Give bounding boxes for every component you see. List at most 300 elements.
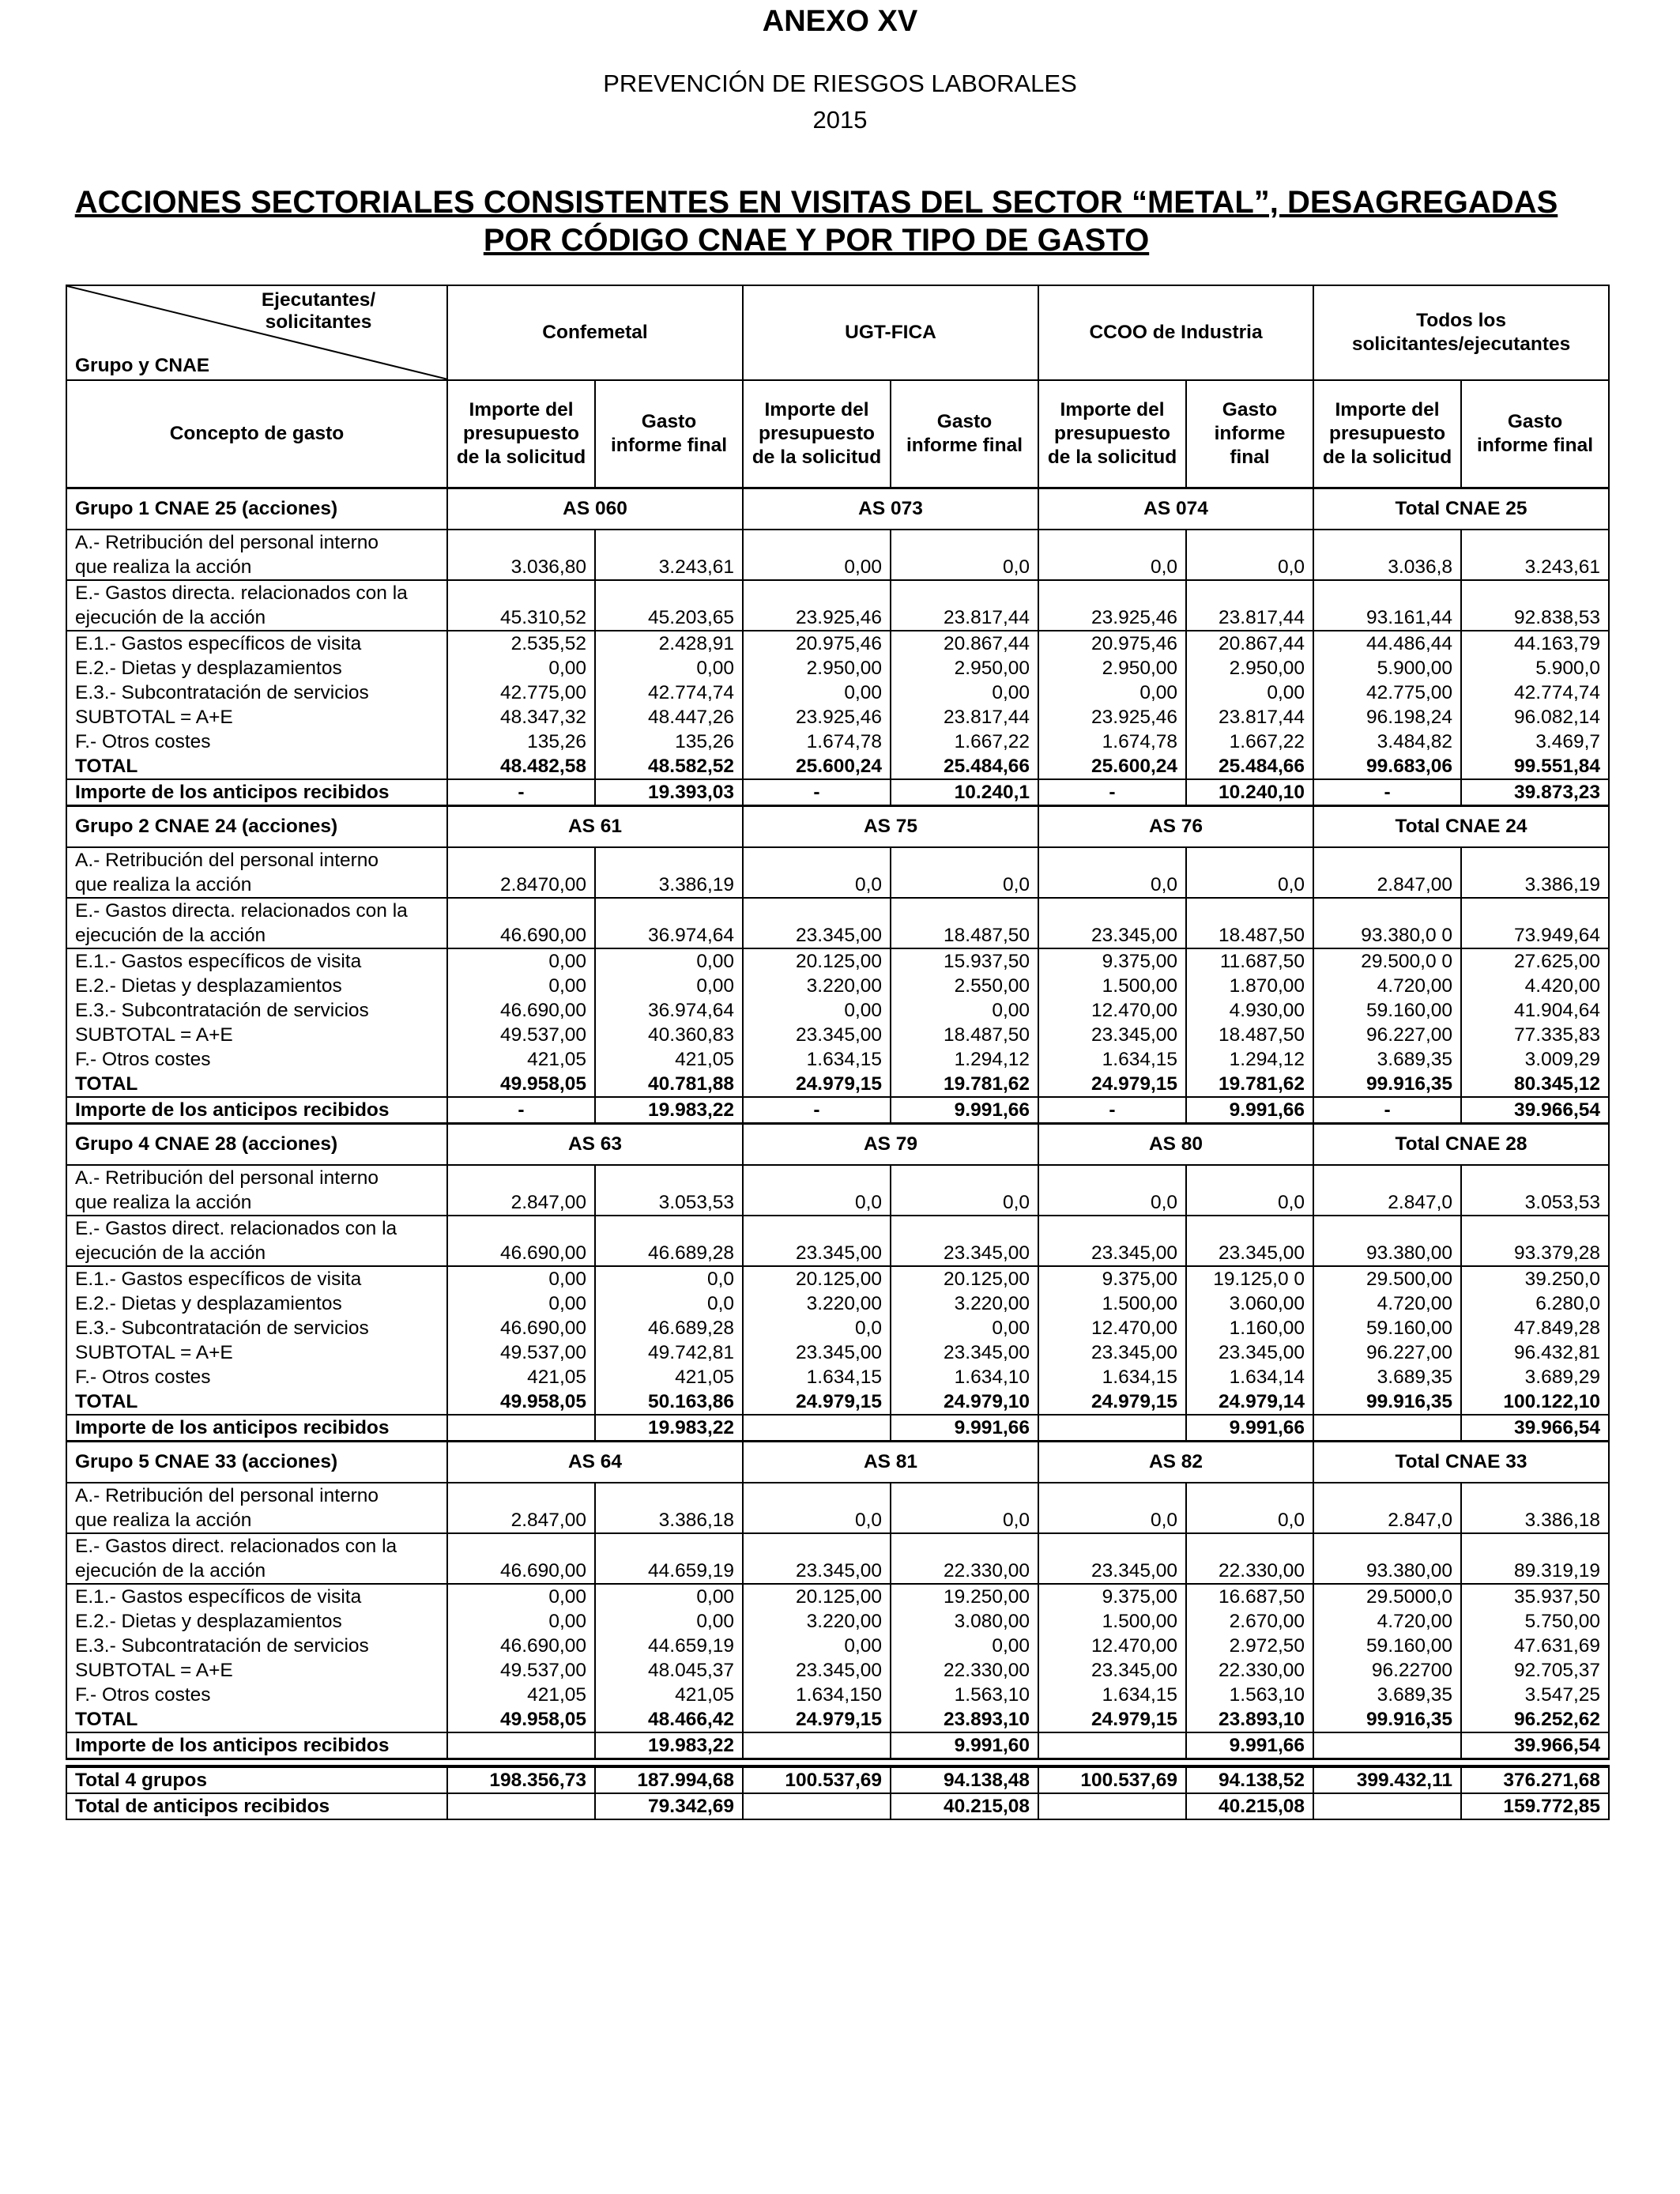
col-gasto-2: Gasto informe final [891, 380, 1038, 488]
group-action-code: AS 074 [1038, 488, 1313, 530]
value-cell: 2.847,00 [1313, 847, 1461, 898]
concept-label-line: que realiza la acción [75, 556, 252, 578]
concept-label-line: E.1.- Gastos específicos de visita [75, 632, 362, 654]
row-dietas [66, 656, 1609, 680]
row-gastos-directos [66, 1216, 1609, 1266]
value-cell: 0,00 [891, 1316, 1038, 1340]
group-action-code: AS 61 [447, 805, 743, 847]
value-cell: 42.774,74 [1461, 680, 1609, 705]
totals-value-cell: 198.356,73 [447, 1766, 595, 1793]
concept-label-line: TOTAL [75, 1708, 138, 1730]
value-cell: 39.966,54 [1461, 1097, 1609, 1124]
value-cell: 39.250,0 [1461, 1266, 1609, 1291]
value-cell: 23.345,00 [1038, 1023, 1186, 1047]
group-action-code: AS 82 [1038, 1441, 1313, 1483]
totals-value-cell: 40.215,08 [1186, 1793, 1313, 1819]
concept-label [66, 1683, 447, 1707]
concept-label [66, 1340, 447, 1365]
value-cell: 19.983,22 [595, 1732, 743, 1759]
concept-label-line: A.- Retribución del personal interno [75, 1484, 379, 1506]
concept-label [66, 1533, 447, 1584]
group-label: Grupo 5 CNAE 33 (acciones) [66, 1441, 447, 1483]
value-cell: 2.847,00 [447, 1165, 595, 1216]
value-cell: 77.335,83 [1461, 1023, 1609, 1047]
value-cell: 23.345,00 [1038, 898, 1186, 948]
value-cell: 3.386,18 [595, 1483, 743, 1533]
value-cell: 23.345,00 [891, 1340, 1038, 1365]
value-cell: 3.220,00 [743, 1609, 891, 1634]
value-cell: 22.330,00 [1186, 1658, 1313, 1683]
row-total [66, 1389, 1609, 1415]
value-cell: 3.689,35 [1313, 1047, 1461, 1072]
concept-label [66, 847, 447, 898]
value-cell: 0,0 [1038, 847, 1186, 898]
value-cell: 23.817,44 [1186, 705, 1313, 729]
totals-value-cell: 79.342,69 [595, 1793, 743, 1819]
value-cell: 49.958,05 [447, 1389, 595, 1415]
group-action-code: Total CNAE 28 [1313, 1123, 1609, 1165]
value-cell: 0,00 [447, 974, 595, 998]
value-cell: 1.674,78 [743, 729, 891, 754]
row-subcontratacion [66, 998, 1609, 1023]
group-action-code: AS 81 [743, 1441, 1038, 1483]
totals-value-cell [447, 1793, 595, 1819]
value-cell: 99.916,35 [1313, 1072, 1461, 1097]
value-cell: 2.428,91 [595, 631, 743, 656]
value-cell: 2.950,00 [1186, 656, 1313, 680]
row-otros-costes [66, 1683, 1609, 1707]
row-gastos-directos [66, 1533, 1609, 1584]
value-cell: 36.974,64 [595, 998, 743, 1023]
group-header-row [66, 1441, 1609, 1483]
value-cell: 3.220,00 [891, 1291, 1038, 1316]
value-cell: 20.125,00 [743, 1584, 891, 1609]
main-title-line-2: POR CÓDIGO CNAE Y POR TIPO DE GASTO [483, 223, 1150, 258]
value-cell: 0,00 [447, 1584, 595, 1609]
expense-table-wrapper [66, 285, 1610, 1820]
value-cell: 0,00 [743, 998, 891, 1023]
concept-label [66, 680, 447, 705]
value-cell: 35.937,50 [1461, 1584, 1609, 1609]
group-action-code: AS 64 [447, 1441, 743, 1483]
value-cell [743, 1415, 891, 1442]
value-cell: 0,0 [743, 1316, 891, 1340]
value-cell: 0,00 [743, 530, 891, 580]
concept-label-line: F.- Otros costes [75, 1366, 211, 1388]
concept-label [66, 530, 447, 580]
value-cell: 421,05 [447, 1047, 595, 1072]
value-cell: 0,00 [447, 1266, 595, 1291]
group-action-code: Total CNAE 24 [1313, 805, 1609, 847]
concept-label-line: TOTAL [75, 755, 138, 777]
concept-label [66, 1389, 447, 1415]
value-cell: 29.500,00 [1313, 1266, 1461, 1291]
value-cell: 25.484,66 [891, 754, 1038, 779]
value-cell: 3.386,18 [1461, 1483, 1609, 1533]
col-gasto-3: Gasto informe final [1186, 380, 1313, 488]
group-action-code: AS 80 [1038, 1123, 1313, 1165]
value-cell: 93.380,00 [1313, 1216, 1461, 1266]
value-cell: 48.045,37 [595, 1658, 743, 1683]
row-total-4-grupos [66, 1766, 1609, 1793]
main-title [42, 183, 1591, 259]
value-cell: 18.487,50 [891, 1023, 1038, 1047]
value-cell: 1.500,00 [1038, 1291, 1186, 1316]
value-cell: 0,00 [1186, 680, 1313, 705]
value-cell: 2.847,00 [447, 1483, 595, 1533]
concept-label [66, 1097, 447, 1124]
value-cell: 23.345,00 [1038, 1216, 1186, 1266]
concept-label-line: ejecución de la acción [75, 1242, 266, 1264]
value-cell: 3.053,53 [1461, 1165, 1609, 1216]
col-importe-4: Importe del presupuesto de la solicitud [1313, 380, 1461, 488]
value-cell: 19.781,62 [891, 1072, 1038, 1097]
value-cell [1313, 1415, 1461, 1442]
value-cell: 3.469,7 [1461, 729, 1609, 754]
concept-label [66, 1266, 447, 1291]
document-year: 2015 [812, 106, 868, 134]
value-cell: 3.053,53 [595, 1165, 743, 1216]
concept-label [66, 1584, 447, 1609]
value-cell: 0,00 [743, 1634, 891, 1658]
concept-label-line: ejecución de la acción [75, 1559, 266, 1581]
value-cell: 0,0 [891, 530, 1038, 580]
concept-label-line: Importe de los anticipos recibidos [75, 1734, 390, 1756]
value-cell: 49.958,05 [447, 1707, 595, 1732]
concept-label-line: ejecución de la acción [75, 924, 266, 946]
value-cell: 1.294,12 [1186, 1047, 1313, 1072]
value-cell: - [447, 1097, 595, 1124]
value-cell: 421,05 [447, 1683, 595, 1707]
value-cell: 42.774,74 [595, 680, 743, 705]
value-cell: 89.319,19 [1461, 1533, 1609, 1584]
value-cell: 0,0 [891, 1165, 1038, 1216]
value-cell [1313, 1732, 1461, 1759]
value-cell: 1.667,22 [891, 729, 1038, 754]
value-cell: 20.125,00 [743, 948, 891, 974]
value-cell: 2.847,0 [1313, 1483, 1461, 1533]
totals-spacer [66, 1759, 1609, 1766]
row-subtotal [66, 1023, 1609, 1047]
value-cell: 44.486,44 [1313, 631, 1461, 656]
value-cell: 2.8470,00 [447, 847, 595, 898]
value-cell: 4.720,00 [1313, 974, 1461, 998]
row-subcontratacion [66, 1634, 1609, 1658]
group-header-row [66, 805, 1609, 847]
value-cell: - [1313, 779, 1461, 806]
value-cell: 29.500,0 0 [1313, 948, 1461, 974]
value-cell: - [743, 1097, 891, 1124]
value-cell: 0,0 [595, 1291, 743, 1316]
value-cell: 25.600,24 [743, 754, 891, 779]
value-cell: 96.227,00 [1313, 1340, 1461, 1365]
value-cell: 0,00 [743, 680, 891, 705]
value-cell: 41.904,64 [1461, 998, 1609, 1023]
value-cell: 22.330,00 [1186, 1533, 1313, 1584]
row-total [66, 1707, 1609, 1732]
corner-header-cell [66, 285, 447, 380]
value-cell: 24.979,15 [743, 1389, 891, 1415]
concept-label [66, 1609, 447, 1634]
concept-label-line: A.- Retribución del personal interno [75, 531, 379, 553]
value-cell: 45.203,65 [595, 580, 743, 631]
concept-label [66, 1165, 447, 1216]
value-cell: 46.690,00 [447, 898, 595, 948]
value-cell: 20.125,00 [891, 1266, 1038, 1291]
totals-value-cell: 159.772,85 [1461, 1793, 1609, 1819]
value-cell: 10.240,1 [891, 779, 1038, 806]
value-cell: 42.775,00 [447, 680, 595, 705]
value-cell: 93.379,28 [1461, 1216, 1609, 1266]
value-cell: 9.375,00 [1038, 1584, 1186, 1609]
value-cell: 22.330,00 [891, 1533, 1038, 1584]
value-cell: 25.484,66 [1186, 754, 1313, 779]
entity-ccoo-industria: CCOO de Industria [1038, 285, 1313, 380]
concept-label-line: que realiza la acción [75, 1509, 252, 1531]
value-cell: 20.867,44 [1186, 631, 1313, 656]
value-cell: 135,26 [595, 729, 743, 754]
value-cell: 48.347,32 [447, 705, 595, 729]
value-cell: 3.080,00 [891, 1609, 1038, 1634]
value-cell: 23.925,46 [743, 705, 891, 729]
value-cell: 29.5000,0 [1313, 1584, 1461, 1609]
value-cell: 22.330,00 [891, 1658, 1038, 1683]
value-cell: - [447, 779, 595, 806]
row-retribucion [66, 1165, 1609, 1216]
subheader-row [66, 380, 1609, 488]
row-retribucion [66, 847, 1609, 898]
value-cell: 59.160,00 [1313, 998, 1461, 1023]
value-cell: 2.847,0 [1313, 1165, 1461, 1216]
value-cell: 46.690,00 [447, 1634, 595, 1658]
value-cell: 2.950,00 [743, 656, 891, 680]
concept-label [66, 1216, 447, 1266]
totals-value-cell: 376.271,68 [1461, 1766, 1609, 1793]
totals-value-cell [1313, 1793, 1461, 1819]
value-cell: 59.160,00 [1313, 1316, 1461, 1340]
row-otros-costes [66, 729, 1609, 754]
value-cell: 19.125,0 0 [1186, 1266, 1313, 1291]
value-cell: 23.817,44 [891, 580, 1038, 631]
row-gastos-visita [66, 1584, 1609, 1609]
group-action-code: AS 75 [743, 805, 1038, 847]
concept-label-line: SUBTOTAL = A+E [75, 1341, 233, 1363]
group-action-code: Total CNAE 25 [1313, 488, 1609, 530]
value-cell: 3.689,35 [1313, 1365, 1461, 1389]
row-dietas [66, 974, 1609, 998]
value-cell: 3.689,29 [1461, 1365, 1609, 1389]
value-cell: 47.631,69 [1461, 1634, 1609, 1658]
row-subtotal [66, 1658, 1609, 1683]
value-cell: 20.975,46 [743, 631, 891, 656]
value-cell: 49.537,00 [447, 1023, 595, 1047]
concept-label-line: que realiza la acción [75, 1191, 252, 1213]
value-cell: 12.470,00 [1038, 1316, 1186, 1340]
value-cell: 24.979,10 [891, 1389, 1038, 1415]
annex-title: ANEXO XV [762, 5, 918, 38]
concept-label-line: E.3.- Subcontratación de servicios [75, 999, 369, 1021]
value-cell: 19.781,62 [1186, 1072, 1313, 1097]
value-cell: 100.122,10 [1461, 1389, 1609, 1415]
concept-label-line: E.- Gastos direct. relacionados con la [75, 1217, 397, 1239]
concept-label [66, 974, 447, 998]
expense-table [66, 285, 1610, 1820]
group-action-code: AS 76 [1038, 805, 1313, 847]
row-anticipos [66, 1732, 1609, 1759]
concept-label [66, 1658, 447, 1683]
concept-label [66, 729, 447, 754]
value-cell: 19.393,03 [595, 779, 743, 806]
value-cell: 39.873,23 [1461, 779, 1609, 806]
concept-label [66, 1415, 447, 1442]
value-cell: 49.742,81 [595, 1340, 743, 1365]
value-cell: 24.979,15 [1038, 1072, 1186, 1097]
concept-label-line: E.3.- Subcontratación de servicios [75, 681, 369, 703]
value-cell: 99.916,35 [1313, 1707, 1461, 1732]
group-label: Grupo 4 CNAE 28 (acciones) [66, 1123, 447, 1165]
value-cell: 73.949,64 [1461, 898, 1609, 948]
totals-spacer-cell [66, 1759, 1609, 1766]
value-cell: 39.966,54 [1461, 1415, 1609, 1442]
concept-label [66, 1072, 447, 1097]
concept-label-line: E.1.- Gastos específicos de visita [75, 1585, 362, 1608]
value-cell: 3.243,61 [595, 530, 743, 580]
value-cell: 40.781,88 [595, 1072, 743, 1097]
concept-header: Concepto de gasto [66, 380, 447, 488]
group-action-code: AS 073 [743, 488, 1038, 530]
value-cell: 46.690,00 [447, 1216, 595, 1266]
value-cell: 1.634,15 [743, 1047, 891, 1072]
value-cell: 9.991,66 [891, 1097, 1038, 1124]
value-cell: - [1038, 1097, 1186, 1124]
row-total-anticipos [66, 1793, 1609, 1819]
value-cell: 20.975,46 [1038, 631, 1186, 656]
value-cell: 23.925,46 [1038, 580, 1186, 631]
row-subcontratacion [66, 680, 1609, 705]
value-cell: 12.470,00 [1038, 998, 1186, 1023]
value-cell: 421,05 [595, 1683, 743, 1707]
value-cell: 0,00 [595, 656, 743, 680]
totals-value-cell: 40.215,08 [891, 1793, 1038, 1819]
concept-label [66, 1316, 447, 1340]
value-cell: 23.345,00 [743, 1340, 891, 1365]
concept-label-line: E.3.- Subcontratación de servicios [75, 1317, 369, 1339]
value-cell: 46.690,00 [447, 1533, 595, 1584]
concept-label [66, 1365, 447, 1389]
value-cell: 23.817,44 [891, 705, 1038, 729]
concept-label-line: que realiza la acción [75, 873, 252, 895]
value-cell: 9.991,66 [1186, 1732, 1313, 1759]
concept-label [66, 754, 447, 779]
concept-label [66, 1047, 447, 1072]
value-cell: 46.690,00 [447, 1316, 595, 1340]
value-cell: 18.487,50 [1186, 1023, 1313, 1047]
row-subtotal [66, 705, 1609, 729]
concept-label-line: SUBTOTAL = A+E [75, 706, 233, 728]
concept-label-line: SUBTOTAL = A+E [75, 1659, 233, 1681]
value-cell: 9.991,66 [1186, 1097, 1313, 1124]
col-importe-2: Importe del presupuesto de la solicitud [743, 380, 891, 488]
corner-group-label: Grupo y CNAE [75, 355, 210, 376]
value-cell: 3.060,00 [1186, 1291, 1313, 1316]
concept-label [66, 705, 447, 729]
value-cell: 1.667,22 [1186, 729, 1313, 754]
concept-label-line: A.- Retribución del personal interno [75, 849, 379, 871]
concept-label-line: E.- Gastos direct. relacionados con la [75, 1535, 397, 1557]
concept-label-line: F.- Otros costes [75, 730, 211, 752]
value-cell: 24.979,15 [1038, 1389, 1186, 1415]
value-cell: 23.345,00 [1038, 1533, 1186, 1584]
row-subcontratacion [66, 1316, 1609, 1340]
value-cell: 0,00 [1038, 680, 1186, 705]
entity-ugt-fica: UGT-FICA [743, 285, 1038, 380]
value-cell: 10.240,10 [1186, 779, 1313, 806]
concept-label-line: F.- Otros costes [75, 1048, 211, 1070]
value-cell: 23.893,10 [891, 1707, 1038, 1732]
value-cell: 18.487,50 [891, 898, 1038, 948]
value-cell: 20.867,44 [891, 631, 1038, 656]
concept-label [66, 656, 447, 680]
value-cell: 0,00 [447, 948, 595, 974]
entity-confemetal: Confemetal [447, 285, 743, 380]
col-gasto-1: Gasto informe final [595, 380, 743, 488]
concept-label-line: ejecución de la acción [75, 606, 266, 628]
value-cell: 4.420,00 [1461, 974, 1609, 998]
value-cell: 2.950,00 [891, 656, 1038, 680]
value-cell: 23.345,00 [743, 1533, 891, 1584]
value-cell: 3.009,29 [1461, 1047, 1609, 1072]
value-cell: 0,00 [447, 656, 595, 680]
value-cell: 4.930,00 [1186, 998, 1313, 1023]
value-cell: 0,00 [891, 680, 1038, 705]
value-cell: 3.386,19 [595, 847, 743, 898]
value-cell: 9.375,00 [1038, 948, 1186, 974]
value-cell: 0,00 [447, 1291, 595, 1316]
concept-label-line: Importe de los anticipos recibidos [75, 781, 390, 803]
group-action-code: Total CNAE 33 [1313, 1441, 1609, 1483]
value-cell [743, 1732, 891, 1759]
concept-label [66, 948, 447, 974]
value-cell: 0,00 [595, 1584, 743, 1609]
totals-value-cell: 399.432,11 [1313, 1766, 1461, 1793]
value-cell: 36.974,64 [595, 898, 743, 948]
value-cell: 50.163,86 [595, 1389, 743, 1415]
row-otros-costes [66, 1047, 1609, 1072]
value-cell: 0,0 [1186, 1483, 1313, 1533]
value-cell: 24.979,15 [1038, 1707, 1186, 1732]
value-cell: 92.705,37 [1461, 1658, 1609, 1683]
value-cell: 0,0 [1186, 1165, 1313, 1216]
value-cell: 44.163,79 [1461, 631, 1609, 656]
totals-value-cell [1038, 1793, 1186, 1819]
value-cell: 2.550,00 [891, 974, 1038, 998]
value-cell: 0,0 [1186, 847, 1313, 898]
value-cell: 46.689,28 [595, 1316, 743, 1340]
value-cell: 1.160,00 [1186, 1316, 1313, 1340]
value-cell: 96.082,14 [1461, 705, 1609, 729]
value-cell: 49.537,00 [447, 1658, 595, 1683]
value-cell: 24.979,14 [1186, 1389, 1313, 1415]
concept-label-line: E.3.- Subcontratación de servicios [75, 1634, 369, 1657]
value-cell: 3.036,8 [1313, 530, 1461, 580]
value-cell: 1.634,15 [1038, 1683, 1186, 1707]
value-cell: 0,00 [891, 1634, 1038, 1658]
concept-label-line: E.1.- Gastos específicos de visita [75, 1268, 362, 1290]
value-cell: 1.500,00 [1038, 974, 1186, 998]
value-cell: 23.345,00 [1038, 1658, 1186, 1683]
value-cell: 1.634,15 [1038, 1365, 1186, 1389]
value-cell [1038, 1415, 1186, 1442]
